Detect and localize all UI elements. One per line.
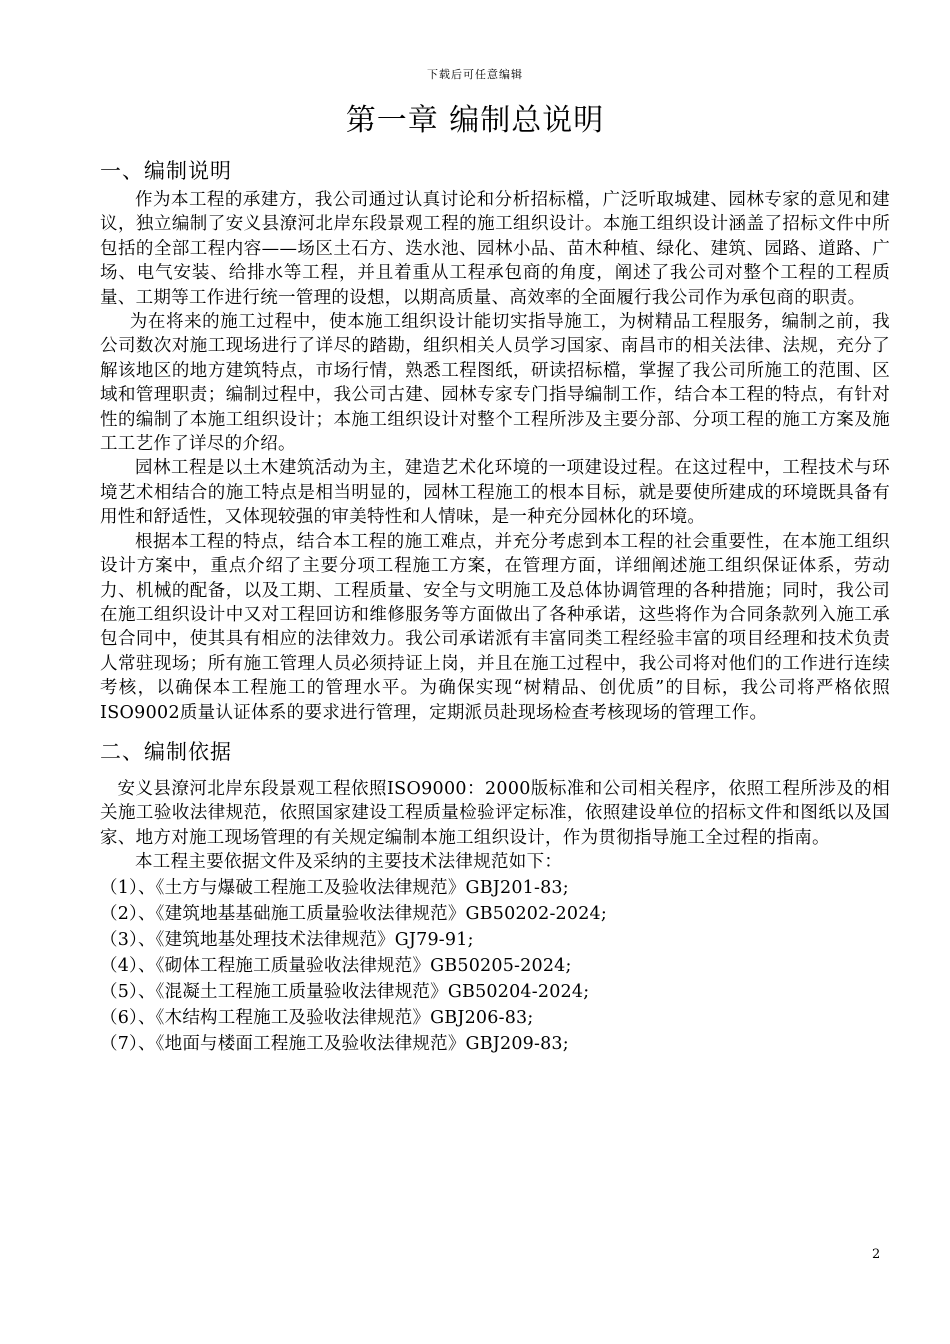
chapter-title: 第一章 编制总说明 [345, 103, 605, 138]
document-body [100, 154, 890, 1057]
reference-item: （6）、《木结构工程施工及验收法律规范》GBJ206-83; [100, 1007, 534, 1028]
paragraph: 根据本工程的特点，结合本工程的施工难点，并充分考虑到本工程的社会重要性，在本施工组织设计方案中，重点介绍了主要分项工程施工方案，在管理方面，详细阐述施工组织保证体系，劳动力、机械的配备，以及工期、工程质量、安全与文明施工及总体协调管理的各种措施；同时，我公司在施工组织设计中又对工程回访和维修服务等方面做出了各种承诺，这些将作为合同条款列入施工承包合同中，使其具有相应的法律效力。我公司承诺派有丰富同类工程经验丰富的项目经理和技术负责人常驻现场；所有施工管理人员必须持证上岗，并且在施工过程中，我公司将对他们的工作进行连续考核，以确保本工程施工的管理水平。为确保实现“树精品、创优质”的目标，我公司将严格依照ISO9002质量认证体系的要求进行管理，定期派员赴现场检查考核现场的管理工作。 [100, 531, 890, 723]
reference-item: （2）、《建筑地基基础施工质量验收法律规范》GB50202-2024; [100, 903, 607, 924]
paragraph: 作为本工程的承建方，我公司通过认真讨论和分析招标檔，广泛听取城建、园林专家的意见和建议，独立编制了安义县潦河北岸东段景观工程的施工组织设计。本施工组织设计涵盖了招标文件中所包括的全部工程内容——场区土石方、迭水池、园林小品、苗木种植、绿化、建筑、园路、道路、广场、电气安装、给排水等工程，并且着重从工程承包商的角度，阐述了我公司对整个工程的工程质量、工期等工作进行统一管理的设想，以期高质量、高效率的全面履行我公司作为承包商的职责。 [100, 190, 890, 308]
section-heading-1: 一、编制说明 [100, 159, 232, 183]
section-heading-2: 二、编制依据 [100, 739, 232, 764]
page-number: 2 [872, 1247, 881, 1262]
reference-item: （7）、《地面与楼面工程施工及验收法律规范》GBJ209-83; [100, 1033, 569, 1054]
reference-item: （4）、《砌体工程施工质量验收法律规范》GB50205-2024; [100, 955, 572, 976]
header-note: 下载后可任意编辑 [427, 68, 523, 81]
reference-item: （5）、《混凝土工程施工质量验收法律规范》GB50204-2024; [100, 981, 590, 1002]
paragraph: 本工程主要依据文件及采纳的主要技术法律规范如下： [135, 852, 563, 873]
paragraph: 为在将来的施工过程中，使本施工组织设计能切实指导施工，为树精品工程服务，编制之前，我公司数次对施工现场进行了详尽的踏勘，组织相关人员学习国家、南昌市的相关法律、法规，充分了解该地区的地方建筑特点，市场行情，熟悉工程图纸，研读招标檔，掌握了我公司所施工的范围、区域和管理职责；编制过程中，我公司古建、园林专家专门指导编制工作，结合本工程的特点，有针对性的编制了本施工组织设计；本施工组织设计对整个工程所涉及主要分部、分项工程的施工方案及施工工艺作了详尽的介绍。 [100, 312, 890, 455]
paragraph: 园林工程是以土木建筑活动为主，建造艺术化环境的一项建设过程。在这过程中，工程技术与环境艺术相结合的施工特点是相当明显的，园林工程施工的根本目标，就是要使所建成的环境既具备有用性和舒适性，又体现较强的审美特性和人情味，是一种充分园林化的环境。 [100, 458, 890, 528]
paragraph: 安义县潦河北岸东段景观工程依照ISO9000：2000版标准和公司相关程序，依照工程所涉及的相关施工验收法律规范，依照国家建设工程质量检验评定标准，依照建设单位的招标文件和图纸以及国家、地方对施工现场管理的有关规定编制本施工组织设计，作为贯彻指导施工全过程的指南。 [100, 778, 890, 848]
reference-item: （1）、《土方与爆破工程施工及验收法律规范》GBJ201-83; [100, 877, 569, 898]
reference-list [100, 875, 890, 1057]
reference-item: （3）、《建筑地基处理技术法律规范》GJ79-91; [100, 929, 474, 950]
